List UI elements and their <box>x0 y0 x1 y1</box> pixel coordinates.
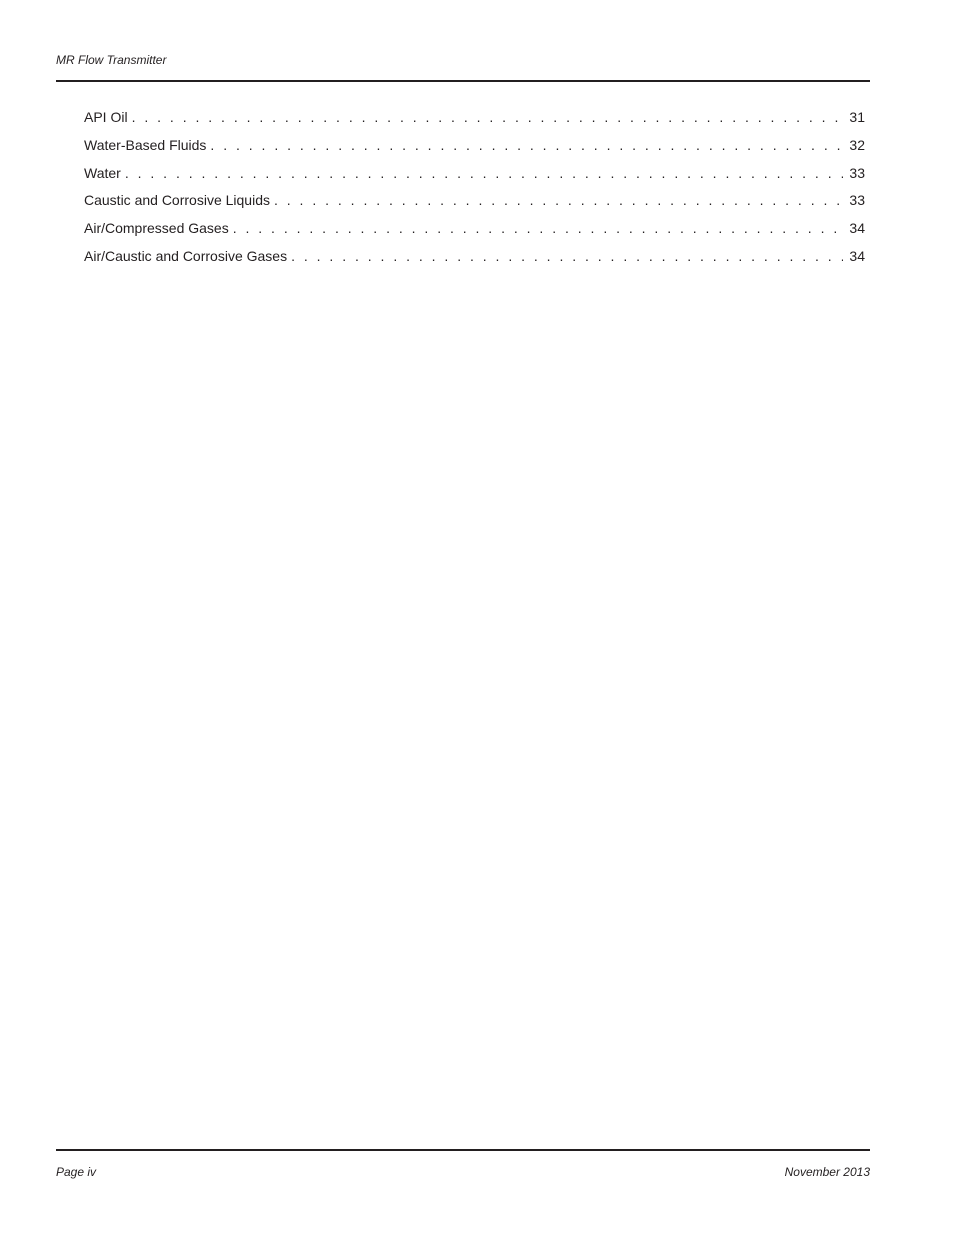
toc-entry-title: API Oil <box>84 109 128 125</box>
table-of-contents <box>84 104 865 271</box>
toc-entry-page: 32 <box>849 136 865 153</box>
toc-entry-title: Water <box>84 164 121 181</box>
toc-entry-page: 33 <box>849 192 865 209</box>
toc-entry-water-based-fluids[interactable] <box>84 132 865 160</box>
footer-date: November 2013 <box>784 1165 870 1179</box>
toc-entry-title: Air/Compressed Gases <box>84 220 229 237</box>
toc-entry-water[interactable] <box>84 160 865 188</box>
running-header: MR Flow Transmitter <box>56 53 167 67</box>
toc-dot-leader <box>274 187 843 215</box>
toc-entry-caustic-corrosive-liquids[interactable] <box>84 187 865 215</box>
toc-dot-leader <box>125 160 843 188</box>
toc-dot-leader <box>233 215 843 243</box>
toc-entry-title: Caustic and Corrosive Liquids <box>84 192 270 209</box>
header-rule <box>56 80 870 82</box>
toc-dot-leader <box>210 132 843 160</box>
toc-entry-air-caustic-corrosive-gases[interactable] <box>84 243 865 271</box>
footer-page-number: Page iv <box>56 1165 97 1179</box>
toc-entry-page: 34 <box>849 220 865 237</box>
toc-entry-page: 33 <box>849 164 865 181</box>
toc-entry-air-compressed-gases[interactable] <box>84 215 865 243</box>
toc-entry-title: Air/Caustic and Corrosive Gases <box>84 247 288 264</box>
footer-rule <box>56 1149 870 1151</box>
toc-entry-page: 34 <box>849 247 865 264</box>
toc-dot-leader <box>132 104 843 132</box>
toc-entry-title: Water-Based Fluids <box>84 136 207 153</box>
toc-dot-leader <box>291 243 843 271</box>
toc-entry-api-oil[interactable] <box>84 104 865 132</box>
toc-entry-page: 31 <box>849 109 865 125</box>
